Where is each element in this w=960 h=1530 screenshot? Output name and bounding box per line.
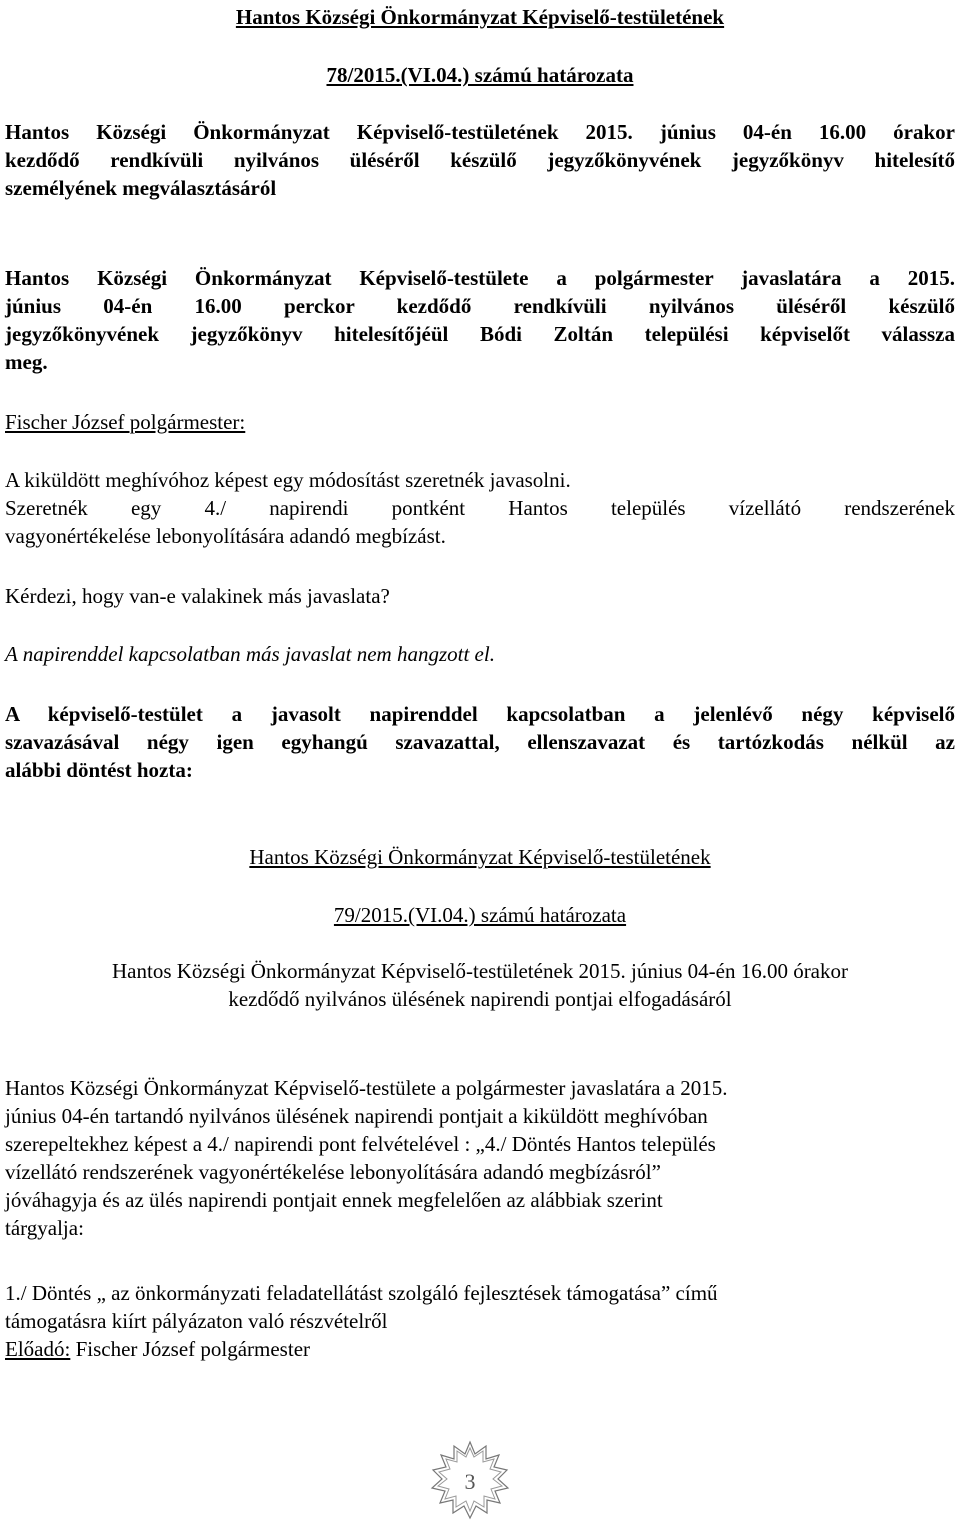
- speaker-name: Fischer József polgármester:: [5, 410, 246, 434]
- subject-line: kezdődő rendkívüli nyilvános üléséről készülő jegyzőkönyvének jegyzőkönyv hitelesítő: [5, 148, 955, 172]
- vote-line: A képviselő-testület a javasolt napirenddel kapcsolatban a jelenlévő négy képviselő: [5, 702, 955, 726]
- presenter-name: Fischer József polgármester: [70, 1337, 311, 1361]
- resolution-78-decision: [5, 264, 955, 376]
- resolution-78-number: 78/2015.(VI.04.) számú határozata: [326, 63, 634, 87]
- decision-line: vízellátó rendszerének vagyonértékelése lebonyolítására adandó megbízásról”: [5, 1160, 661, 1184]
- subject-line: személyének megválasztásáról: [5, 176, 277, 200]
- subject-line: Hantos Községi Önkormányzat Képviselő-testületének 2015. június 04-én 16.00 órakor: [112, 959, 848, 983]
- decision-line: tárgyalja:: [5, 1216, 84, 1240]
- resolution-78-issuer: Hantos Községi Önkormányzat Képviselő-testületének: [235, 5, 725, 29]
- speaker-statement-2: [5, 494, 955, 550]
- decision-line: szerepeltekhez képest a 4./ napirendi pont felvételével : „4./ Döntés Hantos település: [5, 1132, 716, 1156]
- vote-line: alábbi döntést hozta:: [5, 758, 193, 782]
- presenter-line: [5, 1335, 955, 1363]
- decision-line: június 04-én 16.00 perckor kezdődő rendkívüli nyilvános üléséről készülő: [5, 294, 955, 318]
- resolution-79-subject: [5, 957, 955, 1013]
- speaker-statement-1: A kiküldött meghívóhoz képest egy módosítást szeretnék javasolni.: [5, 468, 571, 492]
- agenda-item-1: [5, 1279, 955, 1363]
- page-number-badge: [428, 1440, 512, 1524]
- decision-line: Hantos Községi Önkormányzat Képviselő-testülete a polgármester javaslatára a 2015.: [5, 266, 955, 290]
- agenda-item-line: 1./ Döntés „ az önkormányzati feladatellátást szolgáló fejlesztések támogatása” című: [5, 1281, 718, 1305]
- vote-line: szavazásával négy igen egyhangú szavazattal, ellenszavazat és tartózkodás nélkül az: [5, 730, 955, 754]
- decision-line: június 04-én tartandó nyilvános ülésének napirendi pontjait a kiküldött meghívóban: [5, 1104, 708, 1128]
- decision-line: jegyzőkönyvének jegyzőkönyv hitelesítőjéül Bódi Zoltán települési képviselőt válassza: [5, 322, 955, 346]
- agenda-item-line: támogatásra kiírt pályázaton való részvételről: [5, 1309, 388, 1333]
- decision-line: jóváhagyja és az ülés napirendi pontjait ennek megfelelően az alábbiak szerint: [5, 1188, 663, 1212]
- decision-line: meg.: [5, 350, 48, 374]
- decision-line: Hantos Községi Önkormányzat Képviselő-testülete a polgármester javaslatára a 2015.: [5, 1076, 728, 1100]
- speaker-question: Kérdezi, hogy van-e valakinek más javaslata?: [5, 584, 390, 608]
- speaker-note: A napirenddel kapcsolatban más javaslat nem hangzott el.: [5, 642, 495, 666]
- presenter-label: Előadó:: [5, 1337, 71, 1361]
- resolution-79-number: 79/2015.(VI.04.) számú határozata: [333, 903, 627, 927]
- subject-line: kezdődő nyilvános ülésének napirendi pontjai elfogadásáról: [228, 987, 732, 1011]
- page-number: 3: [464, 1469, 476, 1494]
- statement-line: vagyonértékelése lebonyolítására adandó megbízást.: [5, 524, 446, 548]
- subject-line: Hantos Községi Önkormányzat Képviselő-testületének 2015. június 04-én 16.00 órakor: [5, 120, 955, 144]
- vote-result: [5, 700, 955, 784]
- statement-line: Szeretnék egy 4./ napirendi pontként Hantos település vízellátó rendszerének: [5, 496, 955, 520]
- resolution-78-subject: [5, 118, 955, 202]
- resolution-79-issuer: Hantos Községi Önkormányzat Képviselő-testületének: [249, 845, 711, 869]
- resolution-79-decision: [5, 1074, 955, 1242]
